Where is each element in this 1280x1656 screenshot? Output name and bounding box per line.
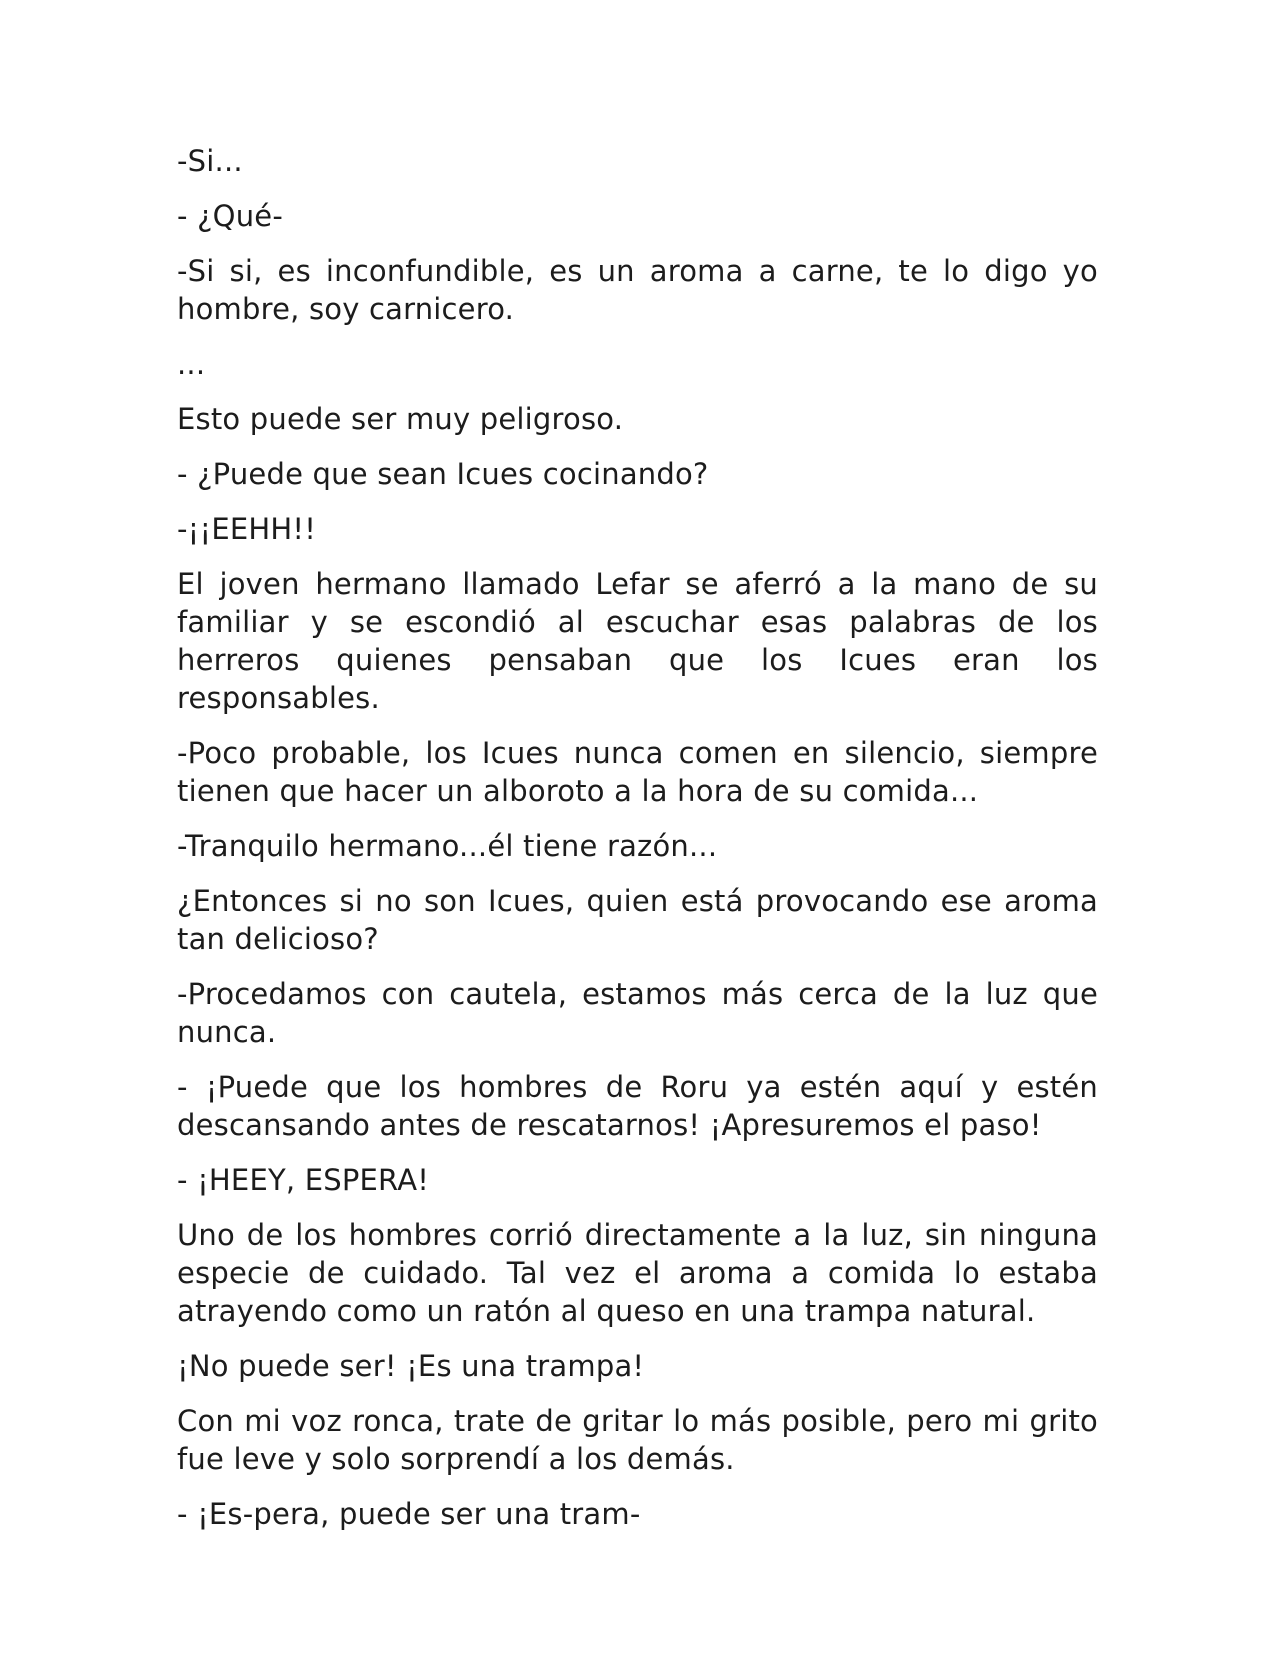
document-page: [177, 142, 1098, 1550]
paragraph: - ¡Puede que los hombres de Roru ya estén aquí y estén descansando antes de rescatarnos! ¡Apresuremos el paso!: [177, 1070, 1098, 1142]
paragraph: ¡No puede ser! ¡Es una trampa!: [177, 1349, 645, 1383]
paragraph: -Si...: [177, 144, 243, 178]
paragraph: - ¿Qué-: [177, 199, 283, 233]
paragraph: -Procedamos con cautela, estamos más cerca de la luz que nunca.: [177, 977, 1098, 1049]
paragraph: - ¡Es-pera, puede ser una tram-: [177, 1497, 641, 1531]
paragraph: -¡¡EEHH!!: [177, 512, 317, 546]
paragraph: ¿Entonces si no son Icues, quien está provocando ese aroma tan delicioso?: [177, 884, 1098, 956]
paragraph: Esto puede ser muy peligroso.: [177, 402, 624, 436]
paragraph: Uno de los hombres corrió directamente a la luz, sin ninguna especie de cuidado. Tal vez el aroma a comida lo estaba atrayendo como un ratón al queso en una trampa natural.: [177, 1218, 1098, 1328]
paragraph: -Poco probable, los Icues nunca comen en silencio, siempre tienen que hacer un alboroto a la hora de su comida...: [177, 736, 1098, 808]
paragraph: Con mi voz ronca, trate de gritar lo más posible, pero mi grito fue leve y solo sorprendí a los demás.: [177, 1404, 1098, 1476]
paragraph: - ¿Puede que sean Icues cocinando?: [177, 457, 709, 491]
paragraph: El joven hermano llamado Lefar se aferró a la mano de su familiar y se escondió al escuchar esas palabras de los herreros quienes pensaban que los Icues eran los responsables.: [177, 567, 1098, 715]
paragraph: ...: [177, 347, 206, 381]
paragraph: -Tranquilo hermano...él tiene razón...: [177, 829, 718, 863]
paragraph: - ¡HEEY, ESPERA!: [177, 1163, 430, 1197]
paragraph: -Si si, es inconfundible, es un aroma a carne, te lo digo yo hombre, soy carnicero.: [177, 254, 1098, 326]
